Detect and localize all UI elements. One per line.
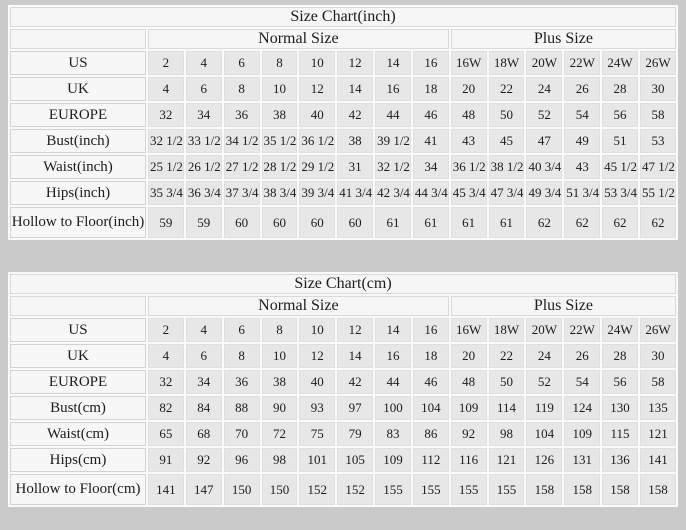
row-label: UK	[10, 344, 146, 368]
size-cell: 18W	[489, 51, 525, 75]
size-cell: 62	[526, 207, 562, 238]
size-cell: 6	[186, 77, 222, 101]
row-label: Hollow to Floor(cm)	[10, 474, 146, 505]
size-cell: 36	[224, 103, 260, 127]
group-header-normal-size: Normal Size	[148, 29, 449, 49]
size-cell: 16	[413, 51, 449, 75]
size-cell: 44 3/4	[413, 181, 449, 205]
size-cell: 6	[224, 51, 260, 75]
size-cell: 49 3/4	[526, 181, 562, 205]
corner-cell	[10, 29, 146, 49]
size-cell: 79	[337, 422, 373, 446]
size-cell: 91	[148, 448, 184, 472]
size-cell: 116	[451, 448, 487, 472]
size-cell: 28	[602, 77, 638, 101]
table-row	[10, 448, 676, 472]
size-cell: 20W	[526, 318, 562, 342]
size-cell: 39 1/2	[375, 129, 411, 153]
size-cell: 43	[451, 129, 487, 153]
size-cell: 53	[640, 129, 676, 153]
size-cell: 38	[262, 103, 298, 127]
table-row	[10, 318, 676, 342]
size-cell: 22W	[564, 51, 600, 75]
size-cell: 155	[375, 474, 411, 505]
size-cell: 8	[224, 344, 260, 368]
size-cell: 152	[337, 474, 373, 505]
size-cell: 34	[186, 370, 222, 394]
size-cell: 101	[299, 448, 335, 472]
size-cell: 136	[602, 448, 638, 472]
size-cell: 60	[337, 207, 373, 238]
size-cell: 36	[224, 370, 260, 394]
size-cell: 31	[337, 155, 373, 179]
size-cell: 18	[413, 77, 449, 101]
size-cell: 20	[451, 344, 487, 368]
size-cell: 55 1/2	[640, 181, 676, 205]
size-cell: 61	[451, 207, 487, 238]
size-cell: 6	[224, 318, 260, 342]
size-cell: 10	[262, 344, 298, 368]
table-row	[10, 370, 676, 394]
size-cell: 14	[375, 51, 411, 75]
size-cell: 104	[413, 396, 449, 420]
size-cell: 65	[148, 422, 184, 446]
size-cell: 114	[489, 396, 525, 420]
size-cell: 38 1/2	[489, 155, 525, 179]
size-cell: 88	[224, 396, 260, 420]
size-cell: 109	[564, 422, 600, 446]
size-cell: 43	[564, 155, 600, 179]
size-cell: 26W	[640, 51, 676, 75]
size-cell: 16W	[451, 318, 487, 342]
size-cell: 105	[337, 448, 373, 472]
size-cell: 49	[564, 129, 600, 153]
size-cell: 60	[262, 207, 298, 238]
size-cell: 10	[262, 77, 298, 101]
size-cell: 12	[299, 77, 335, 101]
size-cell: 47 1/2	[640, 155, 676, 179]
size-cell: 38 3/4	[262, 181, 298, 205]
size-cell: 26 1/2	[186, 155, 222, 179]
chart-title: Size Chart(inch)	[10, 7, 676, 27]
size-cell: 36 1/2	[299, 129, 335, 153]
size-cell: 34	[413, 155, 449, 179]
row-label: Bust(cm)	[10, 396, 146, 420]
size-cell: 131	[564, 448, 600, 472]
size-cell: 40	[299, 103, 335, 127]
size-cell: 158	[526, 474, 562, 505]
size-cell: 119	[526, 396, 562, 420]
size-cell: 90	[262, 396, 298, 420]
size-cell: 54	[564, 103, 600, 127]
size-cell: 46	[413, 103, 449, 127]
size-cell: 44	[375, 370, 411, 394]
size-cell: 62	[564, 207, 600, 238]
size-cell: 158	[564, 474, 600, 505]
size-cell: 35 1/2	[262, 129, 298, 153]
size-cell: 42 3/4	[375, 181, 411, 205]
row-label: Hollow to Floor(inch)	[10, 207, 146, 238]
size-cell: 24	[526, 77, 562, 101]
size-cell: 47 3/4	[489, 181, 525, 205]
size-cell: 42	[337, 103, 373, 127]
size-chart-inch-section	[8, 5, 678, 240]
size-cell: 98	[262, 448, 298, 472]
size-cell: 2	[148, 51, 184, 75]
size-cell: 41 3/4	[337, 181, 373, 205]
size-cell: 112	[413, 448, 449, 472]
size-cell: 45 3/4	[451, 181, 487, 205]
size-cell: 109	[451, 396, 487, 420]
size-cell: 70	[224, 422, 260, 446]
size-cell: 100	[375, 396, 411, 420]
size-cell: 22	[489, 344, 525, 368]
size-chart-cm-section	[8, 272, 678, 507]
size-cell: 60	[299, 207, 335, 238]
size-cell: 56	[602, 370, 638, 394]
chart-title: Size Chart(cm)	[10, 274, 676, 294]
size-cell: 109	[375, 448, 411, 472]
table-row	[10, 344, 676, 368]
size-cell: 18	[413, 344, 449, 368]
size-cell: 20W	[526, 51, 562, 75]
size-cell: 58	[640, 103, 676, 127]
size-cell: 147	[186, 474, 222, 505]
size-chart-inch-table	[8, 5, 678, 240]
size-cell: 38	[262, 370, 298, 394]
size-cell: 126	[526, 448, 562, 472]
size-cell: 52	[526, 370, 562, 394]
size-cell: 24W	[602, 51, 638, 75]
size-cell: 52	[526, 103, 562, 127]
table-row	[10, 422, 676, 446]
table-row	[10, 474, 676, 505]
size-cell: 4	[186, 318, 222, 342]
size-cell: 141	[148, 474, 184, 505]
size-cell: 56	[602, 103, 638, 127]
size-cell: 32 1/2	[148, 129, 184, 153]
size-cell: 10	[299, 318, 335, 342]
size-cell: 150	[262, 474, 298, 505]
size-cell: 155	[489, 474, 525, 505]
size-cell: 97	[337, 396, 373, 420]
size-cell: 16W	[451, 51, 487, 75]
size-cell: 16	[375, 344, 411, 368]
size-cell: 51 3/4	[564, 181, 600, 205]
size-cell: 75	[299, 422, 335, 446]
size-cell: 34 1/2	[224, 129, 260, 153]
row-label: Waist(inch)	[10, 155, 146, 179]
size-cell: 38	[337, 129, 373, 153]
size-cell: 135	[640, 396, 676, 420]
size-cell: 4	[148, 344, 184, 368]
size-cell: 121	[640, 422, 676, 446]
size-cell: 62	[640, 207, 676, 238]
size-cell: 18W	[489, 318, 525, 342]
row-label: Waist(cm)	[10, 422, 146, 446]
size-cell: 93	[299, 396, 335, 420]
table-row	[10, 181, 676, 205]
table-row	[10, 155, 676, 179]
size-cell: 53 3/4	[602, 181, 638, 205]
size-cell: 92	[186, 448, 222, 472]
size-cell: 61	[375, 207, 411, 238]
size-cell: 158	[602, 474, 638, 505]
size-cell: 86	[413, 422, 449, 446]
size-cell: 36 1/2	[451, 155, 487, 179]
table-row	[10, 77, 676, 101]
table-row	[10, 129, 676, 153]
row-label: EUROPE	[10, 370, 146, 394]
size-cell: 28 1/2	[262, 155, 298, 179]
size-cell: 33 1/2	[186, 129, 222, 153]
size-cell: 50	[489, 370, 525, 394]
row-label: EUROPE	[10, 103, 146, 127]
size-cell: 30	[640, 77, 676, 101]
size-cell: 32 1/2	[375, 155, 411, 179]
size-cell: 45	[489, 129, 525, 153]
size-cell: 48	[451, 103, 487, 127]
size-cell: 59	[148, 207, 184, 238]
size-cell: 121	[489, 448, 525, 472]
table-row	[10, 51, 676, 75]
size-cell: 155	[413, 474, 449, 505]
title-row	[10, 274, 676, 294]
size-cell: 141	[640, 448, 676, 472]
size-cell: 96	[224, 448, 260, 472]
size-cell: 32	[148, 103, 184, 127]
size-cell: 6	[186, 344, 222, 368]
size-cell: 10	[299, 51, 335, 75]
size-cell: 22W	[564, 318, 600, 342]
size-cell: 26	[564, 344, 600, 368]
size-cell: 20	[451, 77, 487, 101]
size-cell: 41	[413, 129, 449, 153]
group-header-normal-size: Normal Size	[148, 296, 449, 316]
size-cell: 30	[640, 344, 676, 368]
size-cell: 45 1/2	[602, 155, 638, 179]
size-cell: 46	[413, 370, 449, 394]
size-cell: 39 3/4	[299, 181, 335, 205]
row-label: US	[10, 51, 146, 75]
size-cell: 27 1/2	[224, 155, 260, 179]
size-cell: 58	[640, 370, 676, 394]
size-cell: 68	[186, 422, 222, 446]
size-cell: 158	[640, 474, 676, 505]
size-cell: 14	[375, 318, 411, 342]
size-cell: 60	[224, 207, 260, 238]
size-cell: 4	[186, 51, 222, 75]
title-row	[10, 7, 676, 27]
group-header-row	[10, 296, 676, 316]
size-cell: 14	[337, 344, 373, 368]
table-row	[10, 103, 676, 127]
size-cell: 40 3/4	[526, 155, 562, 179]
size-cell: 24	[526, 344, 562, 368]
size-cell: 83	[375, 422, 411, 446]
size-cell: 92	[451, 422, 487, 446]
size-cell: 26	[564, 77, 600, 101]
size-cell: 47	[526, 129, 562, 153]
size-cell: 24W	[602, 318, 638, 342]
size-cell: 59	[186, 207, 222, 238]
size-cell: 155	[451, 474, 487, 505]
size-cell: 62	[602, 207, 638, 238]
size-cell: 16	[375, 77, 411, 101]
size-cell: 34	[186, 103, 222, 127]
table-row	[10, 396, 676, 420]
size-cell: 26W	[640, 318, 676, 342]
size-cell: 98	[489, 422, 525, 446]
row-label: Hips(inch)	[10, 181, 146, 205]
size-cell: 4	[148, 77, 184, 101]
size-cell: 28	[602, 344, 638, 368]
size-cell: 115	[602, 422, 638, 446]
size-cell: 54	[564, 370, 600, 394]
size-cell: 42	[337, 370, 373, 394]
group-header-plus-size: Plus Size	[451, 29, 676, 49]
size-cell: 150	[224, 474, 260, 505]
size-cell: 22	[489, 77, 525, 101]
size-cell: 8	[224, 77, 260, 101]
size-cell: 16	[413, 318, 449, 342]
size-cell: 35 3/4	[148, 181, 184, 205]
size-cell: 130	[602, 396, 638, 420]
size-cell: 12	[337, 318, 373, 342]
size-cell: 124	[564, 396, 600, 420]
table-row	[10, 207, 676, 238]
row-label: UK	[10, 77, 146, 101]
row-label: Hips(cm)	[10, 448, 146, 472]
size-cell: 48	[451, 370, 487, 394]
size-cell: 44	[375, 103, 411, 127]
size-cell: 29 1/2	[299, 155, 335, 179]
size-cell: 37 3/4	[224, 181, 260, 205]
size-cell: 8	[262, 51, 298, 75]
size-cell: 61	[413, 207, 449, 238]
size-cell: 8	[262, 318, 298, 342]
size-cell: 50	[489, 103, 525, 127]
size-cell: 72	[262, 422, 298, 446]
size-cell: 2	[148, 318, 184, 342]
size-cell: 104	[526, 422, 562, 446]
size-cell: 51	[602, 129, 638, 153]
row-label: Bust(inch)	[10, 129, 146, 153]
size-cell: 36 3/4	[186, 181, 222, 205]
size-chart-cm-table	[8, 272, 678, 507]
size-cell: 32	[148, 370, 184, 394]
size-cell: 84	[186, 396, 222, 420]
size-cell: 40	[299, 370, 335, 394]
size-cell: 61	[489, 207, 525, 238]
group-header-row	[10, 29, 676, 49]
size-cell: 82	[148, 396, 184, 420]
row-label: US	[10, 318, 146, 342]
corner-cell	[10, 296, 146, 316]
size-cell: 152	[299, 474, 335, 505]
size-cell: 25 1/2	[148, 155, 184, 179]
size-cell: 14	[337, 77, 373, 101]
group-header-plus-size: Plus Size	[451, 296, 676, 316]
size-cell: 12	[299, 344, 335, 368]
size-cell: 12	[337, 51, 373, 75]
